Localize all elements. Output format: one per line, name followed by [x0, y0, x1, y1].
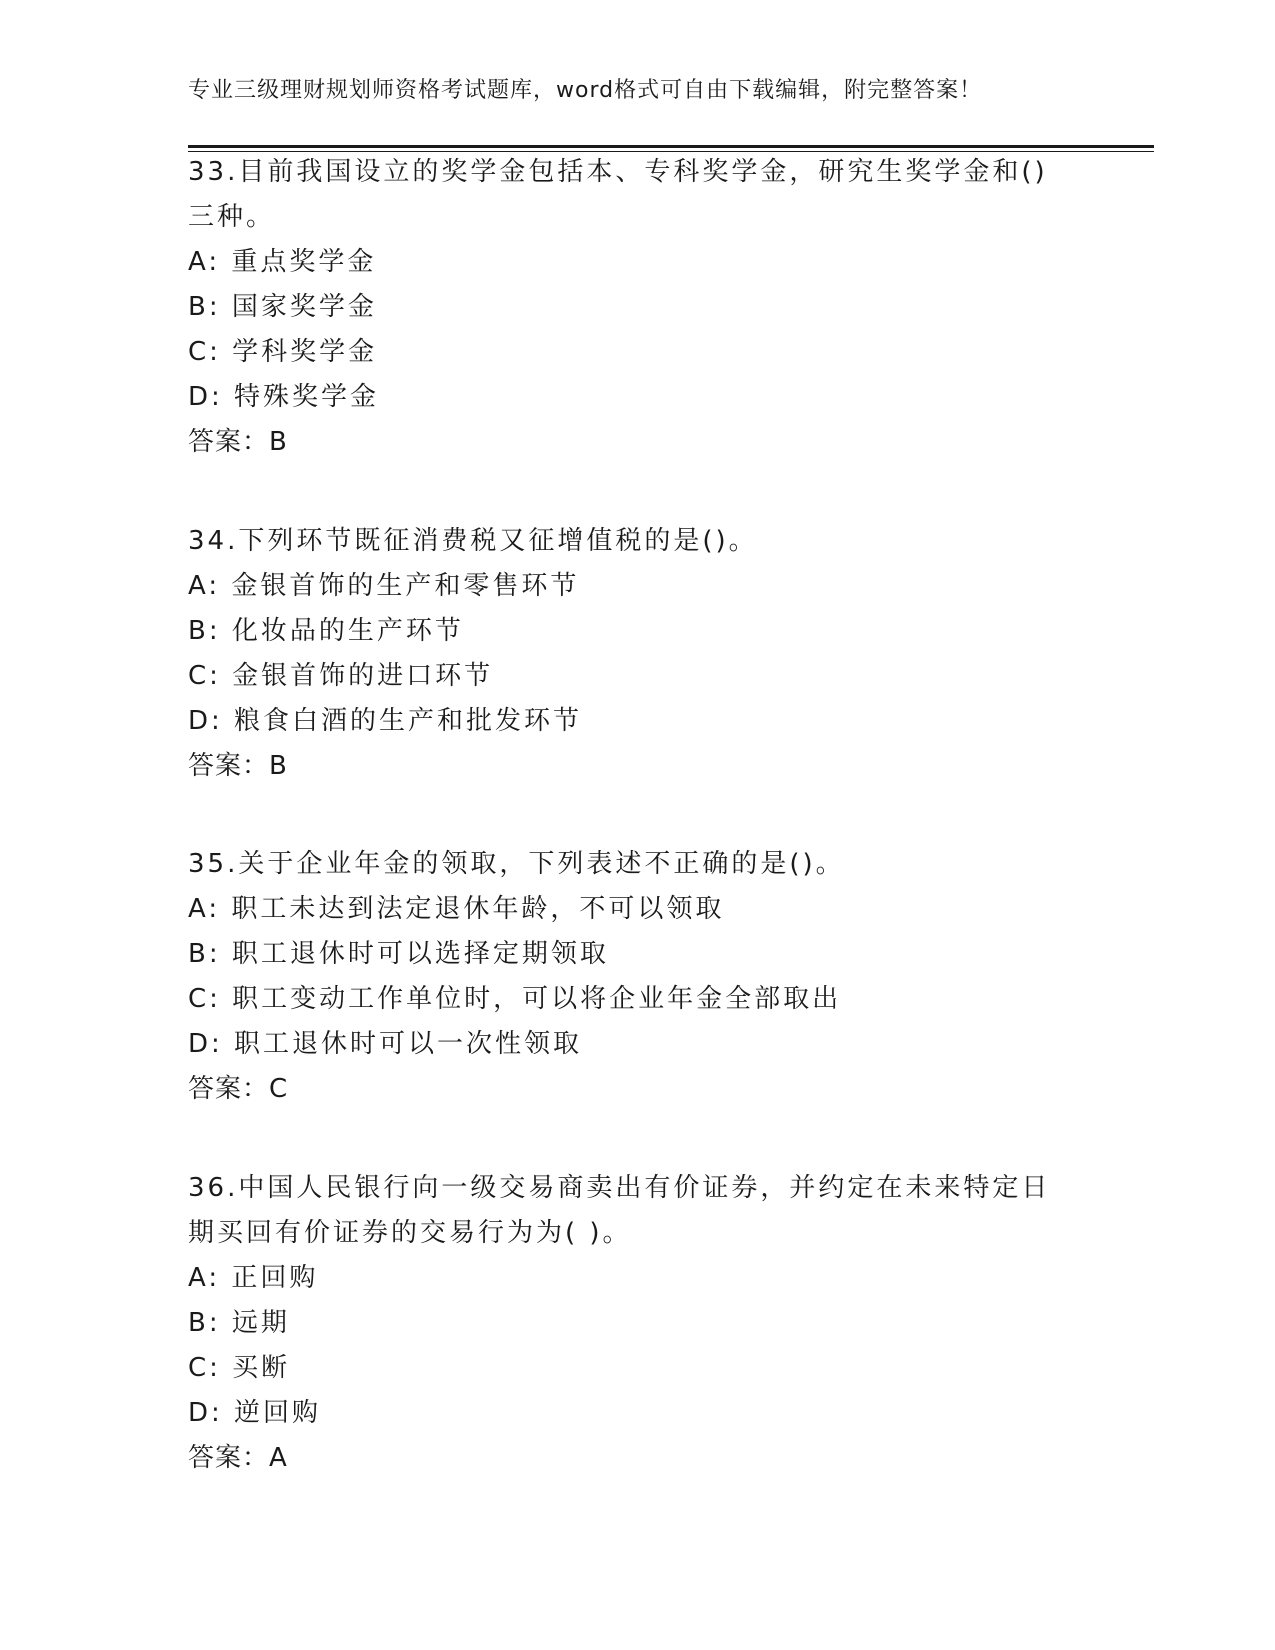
answer: 答案：C — [188, 1074, 289, 1104]
question-stem: 34.下列环节既征消费税又征增值税的是()。 — [188, 526, 758, 556]
option-c: C: 职工变动工作单位时，可以将企业年金全部取出 — [188, 984, 842, 1014]
question-34 — [188, 519, 1088, 789]
option-a: A: 金银首饰的生产和零售环节 — [188, 571, 580, 601]
option-b: B: 远期 — [188, 1308, 290, 1338]
question-stem: 35.关于企业年金的领取，下列表述不正确的是()。 — [188, 849, 845, 879]
question-35 — [188, 842, 1088, 1112]
answer: 答案：B — [188, 427, 288, 457]
option-c: C: 金银首饰的进口环节 — [188, 661, 494, 691]
answer: 答案：B — [188, 751, 288, 781]
option-c: C: 买断 — [188, 1353, 291, 1383]
question-33 — [188, 150, 1088, 465]
answer: 答案：A — [188, 1443, 288, 1473]
question-stem: 33.目前我国设立的奖学金包括本、专科奖学金，研究生奖学金和()三种。 — [188, 157, 1048, 232]
header-rule-thick — [188, 145, 1154, 148]
option-c: C: 学科奖学金 — [188, 337, 378, 367]
option-a: A: 重点奖学金 — [188, 247, 377, 277]
option-a: A: 正回购 — [188, 1263, 319, 1293]
question-36 — [188, 1166, 1088, 1481]
option-a: A: 职工未达到法定退休年龄，不可以领取 — [188, 894, 725, 924]
option-d: D: 职工退休时可以一次性领取 — [188, 1029, 583, 1059]
option-b: B: 化妆品的生产环节 — [188, 616, 464, 646]
question-stem: 36.中国人民银行向一级交易商卖出有价证券，并约定在未来特定日期买回有价证券的交易行为为( )。 — [188, 1173, 1051, 1248]
option-b: B: 职工退休时可以选择定期领取 — [188, 939, 609, 969]
page-header: 专业三级理财规划师资格考试题库，word格式可自由下载编辑，附完整答案！ — [188, 78, 983, 103]
option-d: D: 特殊奖学金 — [188, 382, 380, 412]
option-d: D: 逆回购 — [188, 1398, 322, 1428]
option-d: D: 粮食白酒的生产和批发环节 — [188, 706, 583, 736]
option-b: B: 国家奖学金 — [188, 292, 377, 322]
